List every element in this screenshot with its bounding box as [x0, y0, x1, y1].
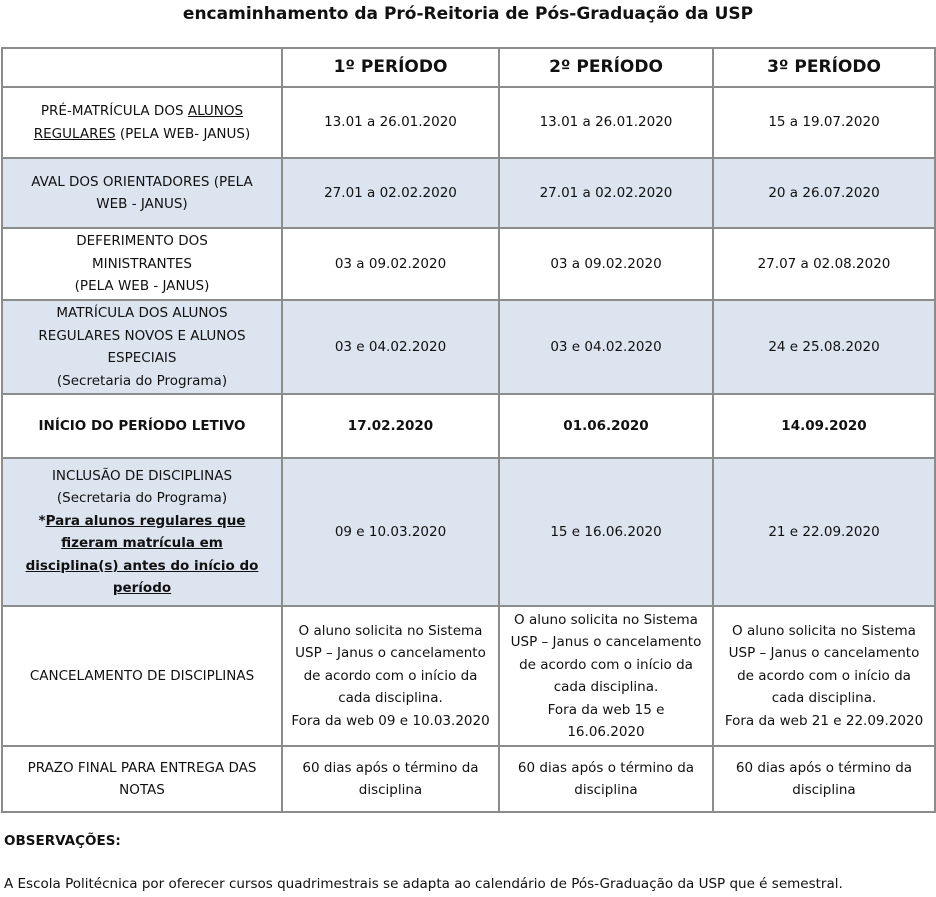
- date-cell: 03 e 04.02.2020: [282, 300, 499, 394]
- row-inclusao: [2, 458, 935, 606]
- underlined-note: período: [112, 580, 172, 596]
- date-cell: 13.01 a 26.01.2020: [499, 87, 713, 158]
- date-cell: 27.07 a 02.08.2020: [713, 228, 935, 300]
- date-cell: 24 e 25.08.2020: [713, 300, 935, 394]
- date-cell: 17.02.2020: [282, 394, 499, 458]
- observacoes-text: A Escola Politécnica por oferecer cursos quadrimestrais se adapta ao calendário de Pós-Graduação da USP que é semestral.: [4, 876, 843, 892]
- date-cell: 03 e 04.02.2020: [499, 300, 713, 394]
- date-cell: 15 a 19.07.2020: [713, 87, 935, 158]
- row-deferimento: [2, 228, 935, 300]
- row-label-pre-matricula: PRÉ-MATRÍCULA DOS ALUNOS REGULARES (PELA WEB- JANUS): [2, 87, 282, 158]
- row-aval: [2, 158, 935, 228]
- cancel-cell-1: O aluno solicita no Sistema USP – Janus o cancelamento de acordo com o início da cada disciplina. Fora da web 09 e 10.03.2020: [282, 606, 499, 746]
- row-label-inclusao: INCLUSÃO DE DISCIPLINAS (Secretaria do Programa) *Para alunos regulares que fizeram matrícula em disciplina(s) antes do início do período: [2, 458, 282, 606]
- underlined-text: ALUNOS: [187, 103, 244, 119]
- date-cell: 15 e 16.06.2020: [499, 458, 713, 606]
- row-label-cancelamento: CANCELAMENTO DE DISCIPLINAS: [2, 606, 282, 746]
- header-period-1: 1º PERÍODO: [282, 48, 499, 87]
- row-label-prazo: PRAZO FINAL PARA ENTREGA DAS NOTAS: [2, 746, 282, 812]
- prazo-cell-1: 60 dias após o término da disciplina: [282, 746, 499, 812]
- underlined-note: disciplina(s) antes do início do: [25, 557, 259, 574]
- underlined-note: fizeram matrícula em: [61, 535, 223, 551]
- date-cell: 27.01 a 02.02.2020: [282, 158, 499, 228]
- date-cell: 20 a 26.07.2020: [713, 158, 935, 228]
- date-cell: 03 a 09.02.2020: [499, 228, 713, 300]
- calendar-table: [1, 47, 936, 813]
- row-prazo: [2, 746, 935, 812]
- underlined-note: Para alunos regulares que: [45, 512, 246, 529]
- header-period-3: 3º PERÍODO: [713, 48, 935, 87]
- row-label-matricula: MATRÍCULA DOS ALUNOS REGULARES NOVOS E ALUNOS ESPECIAIS (Secretaria do Programa): [2, 300, 282, 394]
- cancel-cell-3: O aluno solicita no Sistema USP – Janus o cancelamento de acordo com o início da cada disciplina. Fora da web 21 e 22.09.2020: [713, 606, 935, 746]
- date-cell: 14.09.2020: [713, 394, 935, 458]
- row-pre-matricula: [2, 87, 935, 158]
- row-label-deferimento: DEFERIMENTO DOS MINISTRANTES (PELA WEB - JANUS): [2, 228, 282, 300]
- prazo-cell-2: 60 dias após o término da disciplina: [499, 746, 713, 812]
- prazo-cell-3: 60 dias após o término da disciplina: [713, 746, 935, 812]
- row-label-aval: AVAL DOS ORIENTADORES (PELA WEB - JANUS): [2, 158, 282, 228]
- header-period-2: 2º PERÍODO: [499, 48, 713, 87]
- page-title: encaminhamento da Pró-Reitoria de Pós-Graduação da USP: [182, 4, 754, 24]
- header-row: [2, 48, 935, 87]
- date-cell: 27.01 a 02.02.2020: [499, 158, 713, 228]
- date-cell: 09 e 10.03.2020: [282, 458, 499, 606]
- date-cell: 03 a 09.02.2020: [282, 228, 499, 300]
- row-cancelamento: [2, 606, 935, 746]
- observacoes-heading: OBSERVAÇÕES:: [4, 833, 121, 849]
- row-matricula: [2, 300, 935, 394]
- row-inicio: [2, 394, 935, 458]
- date-cell: 13.01 a 26.01.2020: [282, 87, 499, 158]
- cancel-cell-2: O aluno solicita no Sistema USP – Janus o cancelamento de acordo com o início da cada disciplina. Fora da web 15 e 16.06.2020: [499, 606, 713, 746]
- row-label-inicio: INÍCIO DO PERÍODO LETIVO: [2, 394, 282, 458]
- header-blank-cell: [2, 48, 282, 87]
- date-cell: 21 e 22.09.2020: [713, 458, 935, 606]
- underlined-text: REGULARES: [33, 125, 116, 142]
- date-cell: 01.06.2020: [499, 394, 713, 458]
